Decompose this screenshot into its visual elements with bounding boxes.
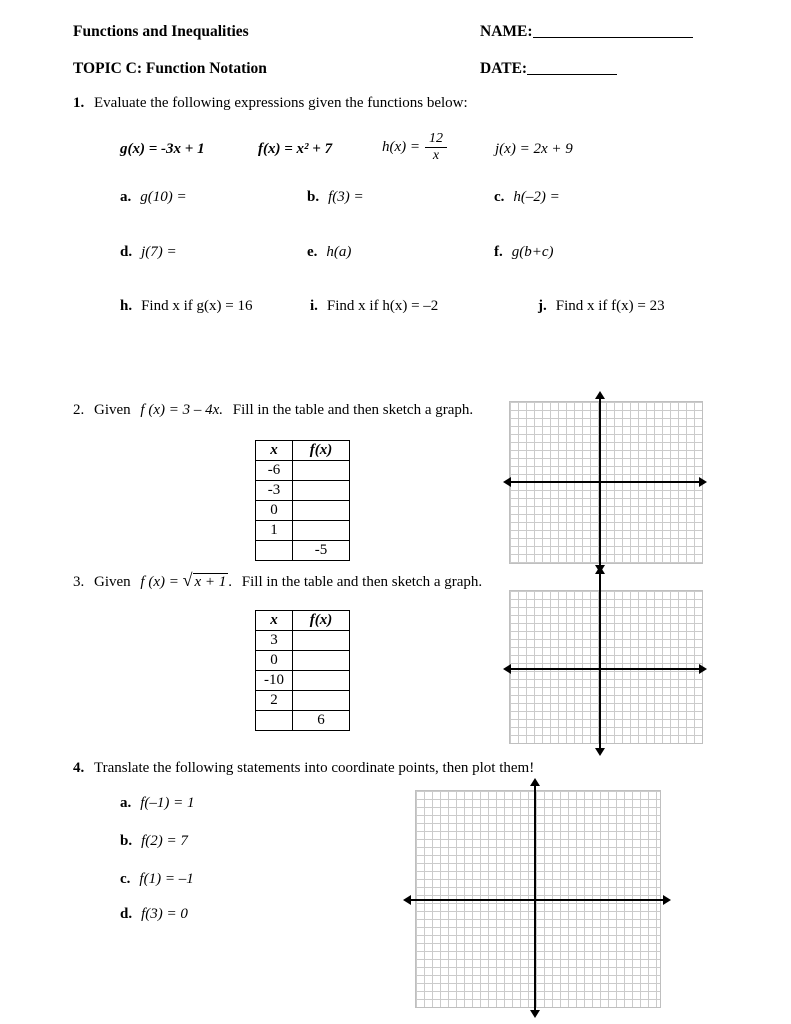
q4-y-axis: [534, 785, 536, 1011]
q1-part-a-label: a.: [120, 189, 132, 205]
name-label: NAME:: [480, 23, 533, 40]
function-g: g(x) = -3x + 1: [120, 141, 205, 157]
date-label: DATE:: [480, 60, 528, 77]
table-row: [256, 521, 350, 541]
q3-cell-x2: -10: [256, 671, 293, 691]
function-h: [382, 131, 447, 164]
q3-cell-f2: [293, 671, 350, 691]
q2-prompt: Fill in the table and then sketch a graph.: [232, 402, 474, 418]
q1-part-f-label: f.: [494, 244, 503, 260]
q2-equation: f (x) = 3 – 4x.: [140, 402, 224, 418]
topic-title: TOPIC C: Function Notation: [73, 60, 267, 77]
q2-x-axis-arrow-left: [503, 477, 511, 487]
fraction-numerator: 12: [425, 131, 447, 148]
q3-radical-icon: √: [182, 570, 193, 590]
q3-equation-period: .: [228, 574, 233, 590]
q3-cell-x3: 2: [256, 691, 293, 711]
q3-number: 3.: [73, 574, 85, 590]
q3-y-axis-arrow-top: [595, 566, 605, 574]
q2-cell-f3: [293, 521, 350, 541]
table-header-row: [256, 441, 350, 461]
q1-number: 1.: [73, 95, 85, 111]
q3-col-x: x: [256, 611, 293, 631]
q1-part-e: [307, 244, 351, 261]
table-row: [256, 671, 350, 691]
q4-item-b-expr: f(2) = 7: [141, 833, 188, 849]
q1-part-d-label: d.: [120, 244, 133, 260]
q3-prompt-row: [73, 570, 482, 591]
q3-x-axis: [510, 668, 700, 670]
q2-cell-x2: 0: [256, 501, 293, 521]
worksheet-title: Functions and Inequalities: [73, 23, 249, 40]
q3-cell-f0: [293, 631, 350, 651]
q3-cell-f1: [293, 651, 350, 671]
q2-cell-x0: -6: [256, 461, 293, 481]
q1-part-b: [307, 189, 364, 206]
fraction-denominator: x: [432, 148, 440, 164]
q3-graph: [503, 566, 707, 756]
q4-y-axis-arrow-bottom: [530, 1010, 540, 1018]
q2-x-axis: [510, 481, 700, 483]
q1-part-j-label: j.: [538, 298, 547, 314]
table-row: [256, 501, 350, 521]
q4-x-axis-arrow-left: [403, 895, 411, 905]
table-header-row: [256, 611, 350, 631]
q3-cell-x0: 3: [256, 631, 293, 651]
q2-cell-f1: [293, 481, 350, 501]
q4-item-c: [120, 871, 194, 888]
q2-table: [255, 440, 350, 561]
q1-part-i: [310, 298, 438, 315]
q3-y-axis-arrow-bottom: [595, 748, 605, 756]
q4-number: 4.: [73, 760, 85, 776]
q1-part-c-expr: h(–2) =: [513, 189, 560, 205]
q2-cell-f2: [293, 501, 350, 521]
q1-part-c: [494, 189, 560, 206]
table-row: [256, 461, 350, 481]
q1-part-b-label: b.: [307, 189, 320, 205]
q3-col-fx: f(x): [293, 611, 350, 631]
q2-cell-x1: -3: [256, 481, 293, 501]
q1-part-b-expr: f(3) =: [328, 189, 364, 205]
q4-item-a-label: a.: [120, 795, 132, 811]
q1-part-f: [494, 244, 554, 261]
table-row: [256, 651, 350, 671]
q4-prompt-row: [73, 760, 534, 777]
q3-graph-grid: [509, 590, 703, 744]
q2-graph: [503, 391, 707, 573]
q3-cell-f4: 6: [293, 711, 350, 731]
q1-part-e-label: e.: [307, 244, 318, 260]
q3-x-axis-arrow-left: [503, 664, 511, 674]
q2-x-axis-arrow-right: [699, 477, 707, 487]
q3-radicand: x + 1: [194, 574, 227, 590]
q2-cell-f0: [293, 461, 350, 481]
q1-part-a: [120, 189, 187, 206]
q2-y-axis-arrow-top: [595, 391, 605, 399]
q1-part-c-label: c.: [494, 189, 505, 205]
q4-item-b-label: b.: [120, 833, 133, 849]
q3-prompt: Fill in the table and then sketch a graph.: [241, 574, 483, 590]
q1-part-i-label: i.: [310, 298, 318, 314]
q1-part-h-expr: Find x if g(x) = 16: [141, 298, 253, 314]
table-row: [256, 541, 350, 561]
q4-item-d-label: d.: [120, 906, 133, 922]
q1-part-a-expr: g(10) =: [140, 189, 187, 205]
q1-part-h: [120, 298, 252, 315]
q2-cell-x4: [256, 541, 293, 561]
q3-cell-f3: [293, 691, 350, 711]
function-f: f(x) = x² + 7: [258, 141, 333, 157]
q1-prompt-row: [73, 95, 468, 112]
q4-item-c-expr: f(1) = –1: [139, 871, 194, 887]
q2-cell-x3: 1: [256, 521, 293, 541]
q4-x-axis: [410, 899, 664, 901]
q3-cell-x1: 0: [256, 651, 293, 671]
q1-part-d: [120, 244, 177, 261]
q3-x-axis-arrow-right: [699, 664, 707, 674]
q2-col-x: x: [256, 441, 293, 461]
q3-given-word: Given: [94, 574, 131, 590]
q4-item-d: [120, 906, 188, 923]
q1-part-i-expr: Find x if h(x) = –2: [326, 298, 439, 314]
name-line: [480, 23, 693, 41]
q1-part-f-expr: g(b+c): [511, 244, 554, 260]
table-row: [256, 631, 350, 651]
table-row: [256, 691, 350, 711]
q1-part-h-label: h.: [120, 298, 133, 314]
q2-given-word: Given: [94, 402, 131, 418]
q4-y-axis-arrow-top: [530, 778, 540, 786]
q1-prompt: Evaluate the following expressions given the functions below:: [94, 95, 468, 111]
q4-graph: [403, 778, 671, 1018]
q4-item-a: [120, 795, 195, 812]
date-blank-line: [527, 60, 617, 75]
name-blank-line: [533, 23, 693, 38]
q2-number: 2.: [73, 402, 85, 418]
q3-table: [255, 610, 350, 731]
q4-x-axis-arrow-right: [663, 895, 671, 905]
function-j: j(x) = 2x + 9: [495, 141, 573, 157]
q1-part-e-expr: h(a): [326, 244, 352, 260]
q2-cell-f4: -5: [293, 541, 350, 561]
function-h-fraction: [425, 131, 447, 164]
q2-prompt-row: [73, 402, 473, 419]
table-row: [256, 481, 350, 501]
q3-cell-x4: [256, 711, 293, 731]
q3-equation-lhs: f (x) =: [140, 574, 179, 590]
q4-item-a-expr: f(–1) = 1: [140, 795, 195, 811]
date-line: [480, 60, 617, 78]
q4-prompt: Translate the following statements into coordinate points, then plot them!: [94, 760, 535, 776]
q2-col-fx: f(x): [293, 441, 350, 461]
q4-item-d-expr: f(3) = 0: [141, 906, 188, 922]
q3-y-axis: [599, 573, 601, 749]
q1-part-d-expr: j(7) =: [141, 244, 177, 260]
q1-part-j: [538, 298, 665, 315]
table-row: [256, 711, 350, 731]
function-h-lhs: h(x) =: [382, 139, 421, 156]
q1-part-j-expr: Find x if f(x) = 23: [555, 298, 665, 314]
q4-item-b: [120, 833, 188, 850]
q4-item-c-label: c.: [120, 871, 131, 887]
